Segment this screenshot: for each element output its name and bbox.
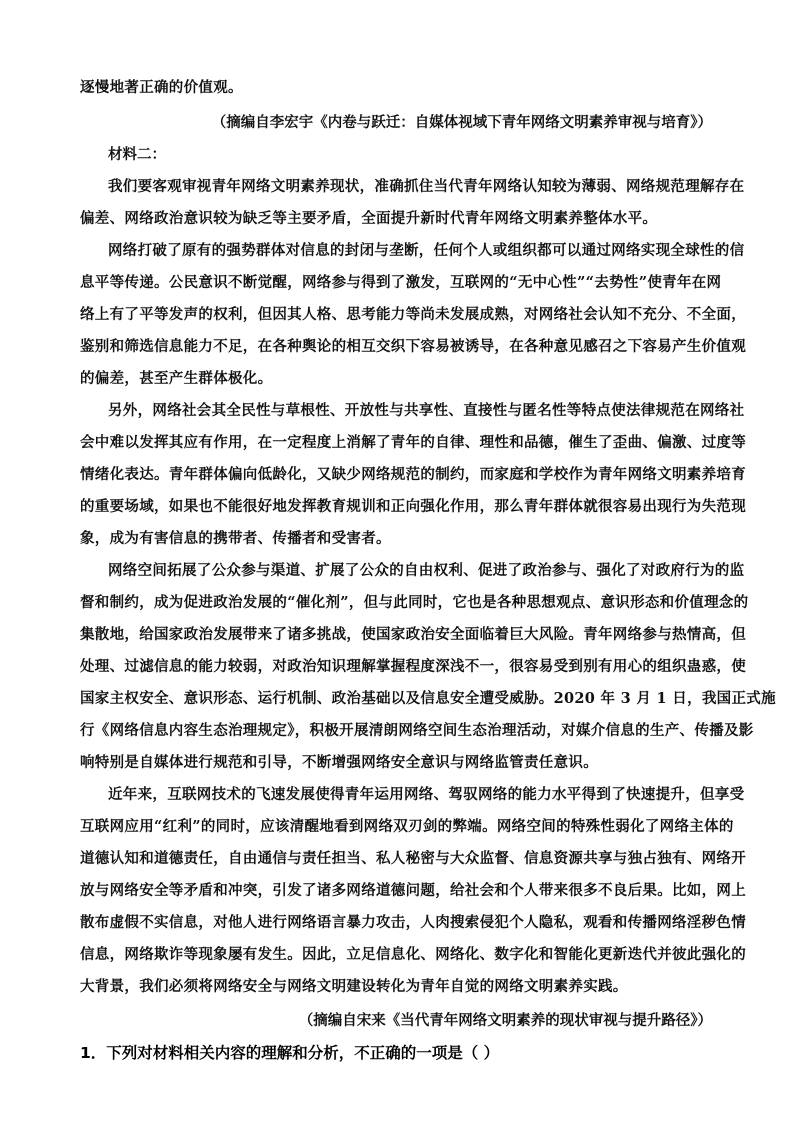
opening-line: 逐慢地著正确的价值观。: [80, 79, 243, 96]
paragraph-line: 我们要客观审视青年网络文明素养现状，准确抓住当代青年网络认知较为薄弱、网络规范理解存在: [108, 178, 745, 195]
paragraph-line: 放与网络安全等矛盾和冲突，引发了诸多网络道德问题，给社会和个人带来很多不良后果。比如，网上: [80, 882, 746, 899]
material-2-heading: 材料二：: [108, 146, 166, 163]
paragraph-line: 的重要场域，如果也不能很好地发挥教育规训和正向强化作用，那么青年群体就很容易出现行为失范现: [80, 498, 746, 515]
paragraph-line: 大背景，我们必须将网络安全与网络文明建设转化为青年自觉的网络文明素养实践。: [80, 978, 628, 995]
paragraph-line: 息平等传递。公民意识不断觉醒，网络参与得到了激发，互联网的“无中心性”“去势性”使青年在网: [80, 274, 722, 291]
paragraph-line: 偏差、网络政治意识较为缺乏等主要矛盾，全面提升新时代青年网络文明素养整体水平。: [80, 210, 658, 227]
paragraph-line: 道德认知和道德责任，自由通信与责任担当、私人秘密与大众监督、信息资源共享与独占独有、网络开: [80, 850, 746, 867]
paragraph-line: 网络打破了原有的强势群体对信息的封闭与垄断，任何个人或组织都可以通过网络实现全球性的信: [108, 242, 745, 259]
paragraph-line: 象，成为有害信息的携带者、传播者和受害者。: [80, 530, 391, 547]
paragraph-line: 散布虚假不实信息，对他人进行网络语言暴力攻击，人肉搜索侵犯个人隐私，观看和传播网络淫秽色情: [80, 914, 746, 931]
paragraph-line: 情绪化表达。青年群体偏向低龄化，又缺少网络规范的制约，而家庭和学校作为青年网络文明素养培育: [80, 466, 746, 483]
paragraph-line: 会中难以发挥其应有作用，在一定程度上消解了青年的自律、理性和品德，催生了歪曲、偏激、过度等: [80, 434, 746, 451]
paragraph-line: 另外，网络社会其全民性与草根性、开放性与共享性、直接性与匿名性等特点使法律规范在网络社: [108, 402, 745, 419]
paragraph-line: 络上有了平等发声的权利，但因其人格、思考能力等尚未发展成熟，对网络社会认知不充分、不全面，: [80, 306, 746, 323]
paragraph-line: 信息，网络欺诈等现象屡有发生。因此，立足信息化、网络化、数字化和智能化更新迭代并彼此强化的: [80, 946, 746, 963]
paragraph-line: 处理、过滤信息的能力较弱，对政治知识理解掌握程度深浅不一，很容易受到别有用心的组织蛊惑，使: [80, 658, 746, 675]
question-1: 1．下列对材料相关内容的理解和分析，不正确的一项是（ ）: [80, 1044, 500, 1062]
paragraph-line: 督和制约，成为促进政治发展的“催化剂”，但与此同时，它也是各种思想观点、意识形态和价值理念的: [80, 594, 749, 611]
paragraph-line: 网络空间拓展了公众参与渠道、扩展了公众的自由权利、促进了政治参与、强化了对政府行为的监: [108, 562, 745, 579]
paragraph-line: 互联网应用“红利”的同时，应该清醒地看到网络双刃剑的弊端。网络空间的特殊性弱化了网络主体的: [80, 818, 734, 835]
source-citation-1: （摘编自李宏宇《内卷与跃迁：自媒体视域下青年网络文明素养审视与培育》）: [211, 114, 712, 131]
paragraph-line: 鉴别和筛选信息能力不足，在各种舆论的相互交织下容易被诱导，在各种意见感召之下容易产生价值观: [80, 338, 746, 355]
paragraph-line: 集散地，给国家政治发展带来了诸多挑战，使国家政治安全面临着巨大风险。青年网络参与热情高，但: [80, 626, 746, 643]
paragraph-line: 响特别是自媒体进行规范和引导，不断增强网络安全意识与网络监管责任意识。: [80, 754, 598, 771]
paragraph-line: 的偏差，甚至产生群体极化。: [80, 370, 273, 387]
paragraph-line: 近年来，互联网技术的飞速发展使得青年运用网络、驾驭网络的能力水平得到了快速提升，但享受: [108, 786, 745, 803]
paragraph-line: 行《网络信息内容生态治理规定》，积极开展清朗网络空间生态治理活动，对媒介信息的生产、传播及影: [80, 722, 754, 739]
paragraph-line: 国家主权安全、意识形态、运行机制、政治基础以及信息安全遭受威胁。2020 年 3 月 1 日，我国正式施: [80, 690, 776, 707]
source-citation-2: （摘编自宋来《当代青年网络文明素养的现状审视与提升路径》）: [298, 1012, 712, 1029]
